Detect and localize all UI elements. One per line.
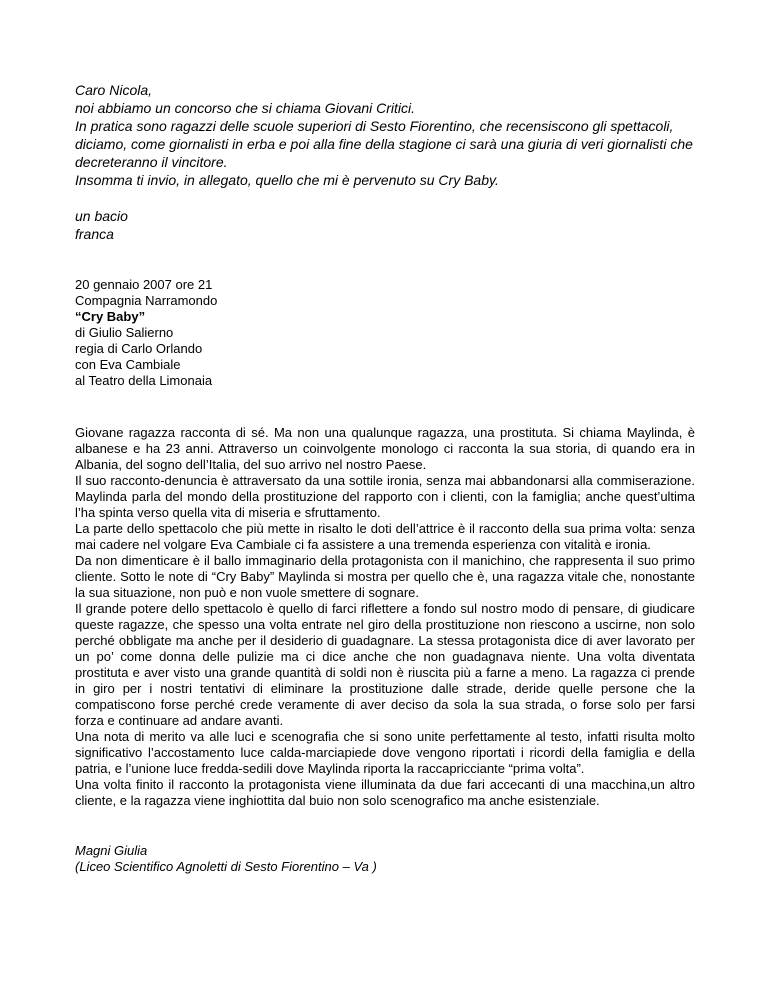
show-cast: con Eva Cambiale (75, 357, 181, 372)
review-paragraph: Una volta finito il racconto la protagonista viene illuminata da due fari accecanti di una macchina,un altro cliente, e la ragazza viene inghiottita dal buio non solo scenografico ma anche esistenziale. (75, 777, 695, 808)
show-date: 20 gennaio 2007 ore 21 (75, 277, 213, 292)
signoff-name: franca (75, 226, 114, 242)
letter-line: In pratica sono ragazzi delle scuole superiori di Sesto Fiorentino, che recensiscono gli spettacoli, diciamo, come giornalisti in erba e poi alla fine della stagione ci sarà una giuria di veri giornalisti che decreteranno il vincitore. (75, 118, 693, 170)
show-venue: al Teatro della Limonaia (75, 373, 213, 388)
review-body (75, 425, 695, 809)
letter-line: Insomma ti invio, in allegato, quello che mi è pervenuto su Cry Baby. (75, 172, 499, 188)
signature-name: Magni Giulia (75, 843, 148, 858)
signoff-line: un bacio (75, 208, 128, 224)
show-company: Compagnia Narramondo (75, 293, 218, 308)
review-paragraph: Giovane ragazza racconta di sé. Ma non una qualunque ragazza, una prostituta. Si chiama Maylinda, è albanese e ha 23 anni. Attraverso un coinvolgente monologo ci racconta la sua storia, di quando era in Albania, del sogno dell’Italia, del suo arrivo nel nostro Paese. (75, 425, 695, 472)
letter-signoff (75, 207, 695, 243)
review-paragraph: Da non dimenticare è il ballo immaginario della protagonista con il manichino, che rappresenta il suo primo cliente. Sotto le note di “Cry Baby” Maylinda si mostra per quello che è, una ragazza vitale che, nonostante la sua situazione, non può e non vuole smettere di sognare. (75, 553, 695, 600)
letter-line: noi abbiamo un concorso che si chiama Giovani Critici. (75, 100, 416, 116)
review-signature (75, 843, 695, 875)
review-paragraph: Il grande potere dello spettacolo è quello di farci riflettere a fondo sul nostro modo di pensare, di giudicare queste ragazze, che spesso una volta entrate nel giro della prostituzione non riescono a uscirne, non solo perché obbligate ma anche per il desiderio di guadagnare. La stessa protagonista dice di aver lavorato per un po’ come donna delle pulizie ma ci dice anche che non guadagnava niente. Una volta diventata prostituta e aver visto una grande quantità di soldi non è riuscita più a farne a meno. La ragazza ci prende in giro per i nostri tentativi di eliminare la prostituzione dalle strade, deride quelle persone che la compatiscono forse perché crede veramente di aver deciso da sola la sua strada, o forse solo per farsi forza e continuare ad andare avanti. (75, 601, 695, 728)
review-paragraph: Una nota di merito va alle luci e scenografia che si sono unite perfettamente al testo, infatti risulta molto significativo l’accostamento luce calda-marciapiede dove vengono riportati i ricordi della famiglia e della patria, e l’unione luce fredda-sedili dove Maylinda riporta la raccapricciante “prima volta”. (75, 729, 695, 776)
signature-school: (Liceo Scientifico Agnoletti di Sesto Fiorentino – Va ) (75, 859, 377, 874)
review-paragraph: Il suo racconto-denuncia è attraversato da una sottile ironia, senza mai abbandonarsi alla commiserazione. Maylinda parla del mondo della prostituzione del rapporto con i clienti, con la famiglia; anche quest’ultima l’ha spinta verso quella vita di miseria e sfruttamento. (75, 473, 695, 520)
cover-letter (75, 81, 695, 189)
show-director: regia di Carlo Orlando (75, 341, 203, 356)
document-page (75, 81, 695, 875)
letter-greeting: Caro Nicola, (75, 82, 153, 98)
show-author: di Giulio Salierno (75, 325, 174, 340)
show-title: “Cry Baby” (75, 309, 146, 324)
review-paragraph: La parte dello spettacolo che più mette in risalto le doti dell’attrice è il racconto della sua prima volta: senza mai cadere nel volgare Eva Cambiale ci fa assistere a una tremenda esperienza con vitalità e ironia. (75, 521, 695, 552)
show-details (75, 277, 695, 389)
